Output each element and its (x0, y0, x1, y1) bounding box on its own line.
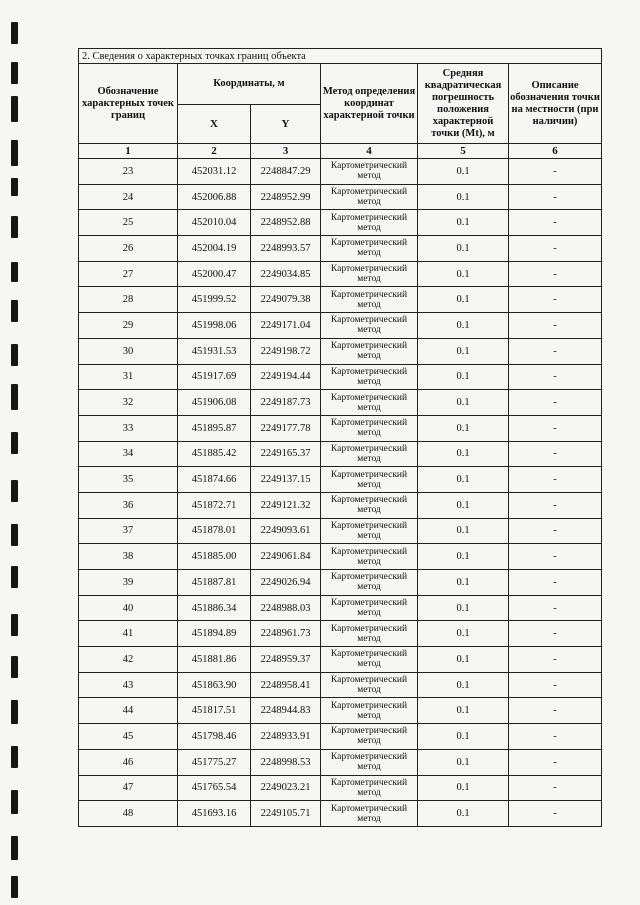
punch-hole (11, 524, 18, 546)
header-description: Описание обозначения точки на местности (при наличии) (509, 64, 602, 144)
table-row (79, 287, 602, 313)
punch-hole (11, 262, 18, 282)
point-cell: 40 (79, 595, 178, 621)
y-cell: 2248952.99 (251, 184, 321, 210)
y-cell: 2248961.73 (251, 621, 321, 647)
method-cell: Картометрический метод (321, 364, 418, 390)
table-row (79, 672, 602, 698)
point-cell: 38 (79, 544, 178, 570)
x-cell: 451775.27 (178, 749, 251, 775)
error-cell: 0.1 (418, 184, 509, 210)
y-cell: 2249093.61 (251, 518, 321, 544)
y-cell: 2249023.21 (251, 775, 321, 801)
x-cell: 452004.19 (178, 236, 251, 262)
point-cell: 43 (79, 672, 178, 698)
y-cell: 2249061.84 (251, 544, 321, 570)
header-y: Y (251, 105, 321, 144)
table-row (79, 210, 602, 236)
description-cell: - (509, 724, 602, 750)
point-cell: 29 (79, 313, 178, 339)
column-number: 6 (509, 144, 602, 159)
point-cell: 32 (79, 390, 178, 416)
error-cell: 0.1 (418, 313, 509, 339)
y-cell: 2249194.44 (251, 364, 321, 390)
binding-holes (0, 0, 28, 905)
description-cell: - (509, 698, 602, 724)
table-row (79, 775, 602, 801)
point-cell: 42 (79, 647, 178, 673)
x-cell: 451886.34 (178, 595, 251, 621)
point-cell: 30 (79, 338, 178, 364)
description-cell: - (509, 647, 602, 673)
table-row (79, 492, 602, 518)
description-cell: - (509, 570, 602, 596)
punch-hole (11, 384, 18, 410)
punch-hole (11, 566, 18, 588)
point-cell: 39 (79, 570, 178, 596)
method-cell: Картометрический метод (321, 236, 418, 262)
column-number: 1 (79, 144, 178, 159)
error-cell: 0.1 (418, 338, 509, 364)
description-cell: - (509, 441, 602, 467)
x-cell: 451798.46 (178, 724, 251, 750)
description-cell: - (509, 415, 602, 441)
y-cell: 2249026.94 (251, 570, 321, 596)
punch-hole (11, 876, 18, 898)
point-cell: 26 (79, 236, 178, 262)
point-cell: 47 (79, 775, 178, 801)
point-cell: 27 (79, 261, 178, 287)
punch-hole (11, 216, 18, 238)
punch-hole (11, 836, 18, 860)
error-cell: 0.1 (418, 390, 509, 416)
method-cell: Картометрический метод (321, 544, 418, 570)
method-cell: Картометрический метод (321, 801, 418, 827)
error-cell: 0.1 (418, 749, 509, 775)
table-row (79, 159, 602, 185)
description-cell: - (509, 261, 602, 287)
y-cell: 2248959.37 (251, 647, 321, 673)
point-cell: 45 (79, 724, 178, 750)
description-cell: - (509, 467, 602, 493)
error-cell: 0.1 (418, 672, 509, 698)
method-cell: Картометрический метод (321, 621, 418, 647)
punch-hole (11, 746, 18, 768)
method-cell: Картометрический метод (321, 698, 418, 724)
x-cell: 451998.06 (178, 313, 251, 339)
x-cell: 451894.89 (178, 621, 251, 647)
table-row (79, 518, 602, 544)
table-row (79, 621, 602, 647)
x-cell: 451874.66 (178, 467, 251, 493)
method-cell: Картометрический метод (321, 184, 418, 210)
punch-hole (11, 22, 18, 44)
error-cell: 0.1 (418, 441, 509, 467)
punch-hole (11, 656, 18, 678)
method-cell: Картометрический метод (321, 287, 418, 313)
table-row (79, 364, 602, 390)
description-cell: - (509, 390, 602, 416)
table-row (79, 261, 602, 287)
table-row (79, 441, 602, 467)
error-cell: 0.1 (418, 647, 509, 673)
x-cell: 451885.42 (178, 441, 251, 467)
table-row (79, 467, 602, 493)
y-cell: 2249177.78 (251, 415, 321, 441)
document-sheet (78, 48, 601, 827)
y-cell: 2248993.57 (251, 236, 321, 262)
x-cell: 452006.88 (178, 184, 251, 210)
punch-hole (11, 96, 18, 122)
y-cell: 2249121.32 (251, 492, 321, 518)
x-cell: 451878.01 (178, 518, 251, 544)
table-row (79, 415, 602, 441)
table-row (79, 390, 602, 416)
error-cell: 0.1 (418, 595, 509, 621)
error-cell: 0.1 (418, 159, 509, 185)
description-cell: - (509, 210, 602, 236)
x-cell: 451917.69 (178, 364, 251, 390)
punch-hole (11, 480, 18, 502)
table-row (79, 338, 602, 364)
description-cell: - (509, 236, 602, 262)
description-cell: - (509, 184, 602, 210)
point-cell: 28 (79, 287, 178, 313)
header-coordinates: Координаты, м (178, 64, 321, 105)
x-cell: 451999.52 (178, 287, 251, 313)
column-numbers-row (79, 144, 602, 159)
description-cell: - (509, 364, 602, 390)
error-cell: 0.1 (418, 467, 509, 493)
method-cell: Картометрический метод (321, 441, 418, 467)
x-cell: 451863.90 (178, 672, 251, 698)
method-cell: Картометрический метод (321, 210, 418, 236)
y-cell: 2249165.37 (251, 441, 321, 467)
method-cell: Картометрический метод (321, 492, 418, 518)
description-cell: - (509, 287, 602, 313)
description-cell: - (509, 749, 602, 775)
point-cell: 31 (79, 364, 178, 390)
x-cell: 451906.08 (178, 390, 251, 416)
method-cell: Картометрический метод (321, 261, 418, 287)
boundary-points-table (78, 48, 602, 827)
table-row (79, 544, 602, 570)
y-cell: 2249187.73 (251, 390, 321, 416)
x-cell: 451887.81 (178, 570, 251, 596)
point-cell: 48 (79, 801, 178, 827)
method-cell: Картометрический метод (321, 313, 418, 339)
method-cell: Картометрический метод (321, 749, 418, 775)
table-row (79, 724, 602, 750)
table-row (79, 236, 602, 262)
method-cell: Картометрический метод (321, 415, 418, 441)
x-cell: 451872.71 (178, 492, 251, 518)
point-cell: 37 (79, 518, 178, 544)
method-cell: Картометрический метод (321, 338, 418, 364)
method-cell: Картометрический метод (321, 775, 418, 801)
y-cell: 2248944.83 (251, 698, 321, 724)
column-number: 3 (251, 144, 321, 159)
error-cell: 0.1 (418, 261, 509, 287)
punch-hole (11, 62, 18, 84)
point-cell: 24 (79, 184, 178, 210)
point-cell: 25 (79, 210, 178, 236)
table-row (79, 647, 602, 673)
header-point-designation: Обозначение характерных точек границ (79, 64, 178, 144)
table-row (79, 749, 602, 775)
description-cell: - (509, 672, 602, 698)
y-cell: 2248998.53 (251, 749, 321, 775)
x-cell: 451885.00 (178, 544, 251, 570)
section-title: 2. Сведения о характерных точках границ объекта (79, 49, 602, 64)
method-cell: Картометрический метод (321, 467, 418, 493)
y-cell: 2249105.71 (251, 801, 321, 827)
y-cell: 2249171.04 (251, 313, 321, 339)
description-cell: - (509, 518, 602, 544)
y-cell: 2249034.85 (251, 261, 321, 287)
header-error: Средняя квадратическая погрешность положения характерной точки (Mt), м (418, 64, 509, 144)
error-cell: 0.1 (418, 236, 509, 262)
punch-hole (11, 178, 18, 196)
error-cell: 0.1 (418, 724, 509, 750)
x-cell: 452031.12 (178, 159, 251, 185)
column-number: 4 (321, 144, 418, 159)
error-cell: 0.1 (418, 287, 509, 313)
punch-hole (11, 700, 18, 724)
method-cell: Картометрический метод (321, 724, 418, 750)
x-cell: 451931.53 (178, 338, 251, 364)
y-cell: 2248847.29 (251, 159, 321, 185)
punch-hole (11, 432, 18, 454)
table-row (79, 184, 602, 210)
error-cell: 0.1 (418, 492, 509, 518)
error-cell: 0.1 (418, 544, 509, 570)
table-row (79, 801, 602, 827)
point-cell: 44 (79, 698, 178, 724)
method-cell: Картометрический метод (321, 672, 418, 698)
table-row (79, 570, 602, 596)
description-cell: - (509, 338, 602, 364)
method-cell: Картометрический метод (321, 570, 418, 596)
x-cell: 451817.51 (178, 698, 251, 724)
method-cell: Картометрический метод (321, 595, 418, 621)
point-cell: 41 (79, 621, 178, 647)
error-cell: 0.1 (418, 775, 509, 801)
description-cell: - (509, 595, 602, 621)
punch-hole (11, 344, 18, 366)
x-cell: 451693.16 (178, 801, 251, 827)
point-cell: 46 (79, 749, 178, 775)
x-cell: 451881.86 (178, 647, 251, 673)
description-cell: - (509, 492, 602, 518)
y-cell: 2248988.03 (251, 595, 321, 621)
error-cell: 0.1 (418, 415, 509, 441)
point-cell: 23 (79, 159, 178, 185)
x-cell: 451765.54 (178, 775, 251, 801)
header-x: X (178, 105, 251, 144)
column-number: 2 (178, 144, 251, 159)
error-cell: 0.1 (418, 364, 509, 390)
method-cell: Картометрический метод (321, 390, 418, 416)
y-cell: 2249079.38 (251, 287, 321, 313)
punch-hole (11, 790, 18, 814)
table-row (79, 595, 602, 621)
error-cell: 0.1 (418, 570, 509, 596)
error-cell: 0.1 (418, 698, 509, 724)
description-cell: - (509, 621, 602, 647)
y-cell: 2248933.91 (251, 724, 321, 750)
point-cell: 33 (79, 415, 178, 441)
error-cell: 0.1 (418, 801, 509, 827)
method-cell: Картометрический метод (321, 518, 418, 544)
error-cell: 0.1 (418, 621, 509, 647)
point-cell: 34 (79, 441, 178, 467)
punch-hole (11, 614, 18, 636)
punch-hole (11, 300, 18, 322)
description-cell: - (509, 313, 602, 339)
table-body (79, 159, 602, 827)
table-row (79, 313, 602, 339)
error-cell: 0.1 (418, 210, 509, 236)
y-cell: 2249198.72 (251, 338, 321, 364)
method-cell: Картометрический метод (321, 647, 418, 673)
punch-hole (11, 140, 18, 166)
method-cell: Картометрический метод (321, 159, 418, 185)
x-cell: 452000.47 (178, 261, 251, 287)
error-cell: 0.1 (418, 518, 509, 544)
description-cell: - (509, 801, 602, 827)
point-cell: 35 (79, 467, 178, 493)
x-cell: 452010.04 (178, 210, 251, 236)
description-cell: - (509, 775, 602, 801)
x-cell: 451895.87 (178, 415, 251, 441)
description-cell: - (509, 544, 602, 570)
y-cell: 2249137.15 (251, 467, 321, 493)
column-number: 5 (418, 144, 509, 159)
header-method: Метод определения координат характерной точки (321, 64, 418, 144)
table-row (79, 698, 602, 724)
y-cell: 2248958.41 (251, 672, 321, 698)
y-cell: 2248952.88 (251, 210, 321, 236)
description-cell: - (509, 159, 602, 185)
point-cell: 36 (79, 492, 178, 518)
